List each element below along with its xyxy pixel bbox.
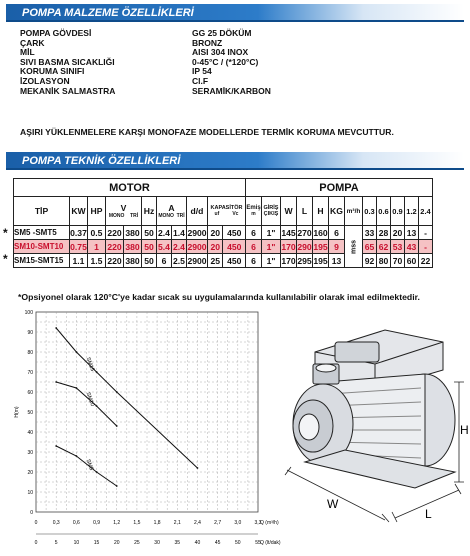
y-tick-label: 30 (27, 450, 33, 456)
col-flow-2: 0.6 (377, 197, 391, 226)
materials-banner: POMPA MALZEME ÖZELLİKLERİ (6, 4, 464, 22)
y-tick-label: 90 (27, 330, 33, 336)
cell-kg: 6 (329, 226, 345, 240)
col-emis: Emiş m (246, 197, 262, 226)
cell-flow: 60 (405, 254, 419, 268)
cell-dd: 2900 (187, 227, 207, 238)
x-tick-label-lpm: 10 (73, 540, 80, 546)
col-hp: HP (88, 197, 106, 226)
y-axis-label: H(m) (14, 406, 20, 418)
x-tick-label: 3,3 (254, 520, 262, 526)
series-point (75, 455, 77, 457)
y-tick-label: 40 (27, 430, 33, 436)
cell-em: 6 (246, 254, 262, 268)
x-tick-label-lpm: 40 (194, 540, 201, 546)
col-v: V MONO TRİ (106, 197, 142, 226)
cell-hp: 0.5 (88, 226, 106, 240)
row-star: * (3, 252, 8, 266)
cell-tip: SM10-SMT10 (14, 240, 70, 254)
x-tick-label-lpm: 45 (214, 540, 221, 546)
cell-flow: 22 (419, 254, 433, 268)
cell-w: 170 (281, 241, 296, 252)
dim-l-label: L (425, 507, 432, 521)
cell-at: 2.4 (173, 241, 185, 252)
series-label: SM15 (84, 356, 96, 373)
col-m3h: m³/h (345, 197, 363, 226)
col-kg: KG (329, 197, 345, 226)
cell-flow: 13 (405, 226, 419, 240)
x-tick-label: 2,1 (173, 520, 181, 526)
cell-flow: 70 (391, 254, 405, 268)
cell-vm: 220 (107, 255, 122, 266)
cell-uf: 20 (208, 226, 223, 240)
pump-drawing (265, 312, 467, 544)
warning-text: AŞIRI YÜKLENMELERE KARŞI MONOFAZE MODELLERDE TERMİK KORUMA MEVCUTTUR. (20, 127, 394, 137)
cell-at: 2.5 (173, 255, 185, 266)
material-key: SIVI BASMA SICAKLIĞI (20, 56, 115, 67)
col-inlet-outlet: GİRİŞ ÇIKIŞ (262, 197, 281, 226)
material-key: MİL (20, 47, 35, 58)
material-key: İZOLASYON (20, 75, 70, 86)
x-unit-bottom: Q (lt/dak) (260, 540, 281, 546)
table-row (14, 240, 433, 254)
x-tick-label: 0,3 (52, 520, 60, 526)
x-tick-label: 0 (34, 520, 38, 526)
dim-h-label: H (460, 423, 469, 437)
cell-uf: 20 (208, 240, 223, 254)
cell-gc: 1" (262, 240, 281, 254)
cell-l: 295 (297, 255, 312, 266)
cell-h: 160 (313, 227, 328, 238)
cell-gc: 1" (262, 254, 281, 268)
cell-hz: 50 (142, 226, 157, 240)
cell-flow: 53 (391, 240, 405, 254)
technical-banner: POMPA TEKNİK ÖZELLİKLERİ (6, 152, 464, 170)
table-row (14, 226, 433, 240)
x-tick-label-lpm: 30 (154, 540, 160, 546)
cell-hp: 1.5 (88, 254, 106, 268)
x-tick-label-lpm: 0 (34, 540, 38, 546)
series-point (197, 467, 199, 469)
col-l: L (297, 197, 313, 226)
table-row (14, 254, 433, 268)
series-point (116, 485, 118, 487)
material-key: MEKANİK SALMASTRA (20, 85, 116, 96)
series-point (116, 391, 118, 393)
y-tick-label: 60 (27, 390, 33, 396)
pump-illustration-icon (293, 330, 455, 488)
cell-flow: 65 (363, 240, 377, 254)
material-key: KORUMA SINIFI (20, 66, 85, 77)
series-point (96, 471, 98, 473)
series-point (55, 445, 57, 447)
cell-flow: 33 (363, 226, 377, 240)
series-point (96, 371, 98, 373)
col-kw: KW (70, 197, 88, 226)
series-point (55, 381, 57, 383)
cell-hz: 50 (142, 254, 157, 268)
material-value: SERAMİK/KARBON (192, 85, 271, 96)
cell-em: 6 (246, 226, 262, 240)
y-tick-label: 80 (27, 350, 33, 356)
cell-vt: 380 (125, 241, 140, 252)
cell-em: 6 (246, 240, 262, 254)
cell-vt: 380 (125, 255, 140, 266)
x-tick-label: 2,4 (193, 520, 201, 526)
cell-gc: 1" (262, 226, 281, 240)
cell-w: 170 (281, 255, 296, 266)
material-key: POMPA GÖVDESİ (20, 28, 92, 38)
col-flow-5: 2.4 (419, 197, 433, 226)
material-value: BRONZ (192, 37, 223, 48)
spec-table (13, 178, 433, 268)
material-value: 0-45°C / (*120°C) (192, 56, 259, 67)
x-tick-label-lpm: 35 (174, 540, 181, 546)
cell-hz: 50 (142, 240, 157, 254)
y-tick-label: 50 (27, 410, 33, 416)
cell-tip: SM5 -SMT5 (14, 226, 70, 240)
material-value: IP 54 (192, 66, 212, 77)
cell-dd: 2900 (187, 241, 207, 252)
x-tick-label-lpm: 5 (54, 540, 58, 546)
col-flow-3: 0.9 (391, 197, 405, 226)
performance-chart (10, 306, 281, 550)
material-value: AISI 304 INOX (192, 47, 249, 58)
cell-hp: 1 (88, 240, 106, 254)
x-tick-label-lpm: 15 (93, 540, 100, 546)
col-w: W (281, 197, 297, 226)
col-flow-4: 1.2 (405, 197, 419, 226)
cell-kw: 0.37 (70, 227, 87, 238)
x-tick-label-lpm: 25 (134, 540, 140, 546)
col-flow-1: 0.3 (363, 197, 377, 226)
mss-unit: mss (345, 226, 363, 268)
cell-am: 5.4 (158, 241, 170, 252)
cell-flow: - (419, 240, 433, 254)
x-tick-label: 1,8 (153, 520, 161, 526)
cell-l: 270 (297, 227, 312, 238)
cell-vc: 450 (223, 240, 246, 254)
cell-kw: 0.75 (70, 241, 87, 252)
series-point (96, 405, 98, 407)
col-a: A MONO TRİ (157, 197, 187, 226)
series-point (75, 387, 77, 389)
cell-flow: - (419, 226, 433, 240)
row-star: * (3, 226, 8, 240)
x-tick-label: 1,2 (113, 520, 121, 526)
materials-list (20, 29, 271, 96)
col-hz: Hz (142, 197, 157, 226)
col-tip: TİP (14, 197, 70, 226)
x-tick-label-lpm: 55 (255, 540, 261, 546)
cell-flow: 80 (377, 254, 391, 268)
cell-am: 6 (157, 254, 172, 268)
material-row (20, 87, 271, 97)
cell-h: 195 (313, 241, 328, 252)
x-tick-label: 1,5 (133, 520, 141, 526)
cell-vc: 450 (223, 254, 246, 268)
x-unit-top: Q (m³/h) (260, 520, 279, 526)
y-tick-label: 10 (27, 490, 33, 496)
cell-am: 2.4 (158, 227, 170, 238)
cell-l: 290 (297, 241, 312, 252)
col-h: H (313, 197, 329, 226)
series-point (55, 327, 57, 329)
material-value: Cl.F (192, 75, 209, 86)
x-tick-label-lpm: 50 (235, 540, 241, 546)
optional-note: *Opsiyonel olarak 120°C'ye kadar sıcak su uygulamalarında kullanılabilir olarak imal edilmektedir. (18, 292, 420, 302)
cell-tip: SM15-SMT15 (14, 254, 70, 268)
material-row (20, 29, 271, 39)
cell-h: 195 (313, 255, 328, 266)
y-tick-label: 70 (27, 370, 33, 376)
cell-flow: 92 (363, 254, 377, 268)
cell-vm: 220 (107, 241, 122, 252)
cell-flow: 28 (377, 226, 391, 240)
x-tick-label: 0,9 (93, 520, 101, 526)
cell-flow: 43 (405, 240, 419, 254)
cell-kw: 1.1 (70, 254, 88, 268)
y-tick-label: 100 (24, 310, 33, 316)
pump-group-header: POMPA (246, 179, 433, 197)
y-tick-label: 20 (27, 470, 33, 476)
cell-kg: 13 (329, 254, 345, 268)
cell-w: 145 (281, 227, 296, 238)
col-capacitor: KAPASİTÖR uf Vc (208, 197, 246, 226)
cell-dd: 2900 (187, 255, 207, 266)
cell-kg: 9 (329, 240, 345, 254)
series-point (75, 351, 77, 353)
cell-uf: 25 (208, 254, 223, 268)
x-tick-label-lpm: 20 (113, 540, 120, 546)
cell-vt: 380 (125, 227, 140, 238)
material-value: GG 25 DÖKÜM (192, 28, 252, 38)
motor-group-header: MOTOR (14, 179, 246, 197)
cell-at: 1.4 (173, 227, 185, 238)
series-label: SM10 (84, 391, 96, 408)
x-tick-label: 0,6 (72, 520, 80, 526)
series-label: SM5 (84, 458, 95, 472)
cell-flow: 62 (377, 240, 391, 254)
y-tick-label: 0 (30, 510, 33, 516)
dim-w-label: W (327, 497, 339, 511)
x-tick-label: 2,7 (214, 520, 222, 526)
material-key: ÇARK (20, 37, 45, 48)
series-point (116, 425, 118, 427)
cell-vc: 450 (223, 226, 246, 240)
x-tick-label: 3,0 (234, 520, 242, 526)
cell-flow: 20 (391, 226, 405, 240)
col-dd: d/d (187, 197, 208, 226)
cell-vm: 220 (107, 227, 122, 238)
